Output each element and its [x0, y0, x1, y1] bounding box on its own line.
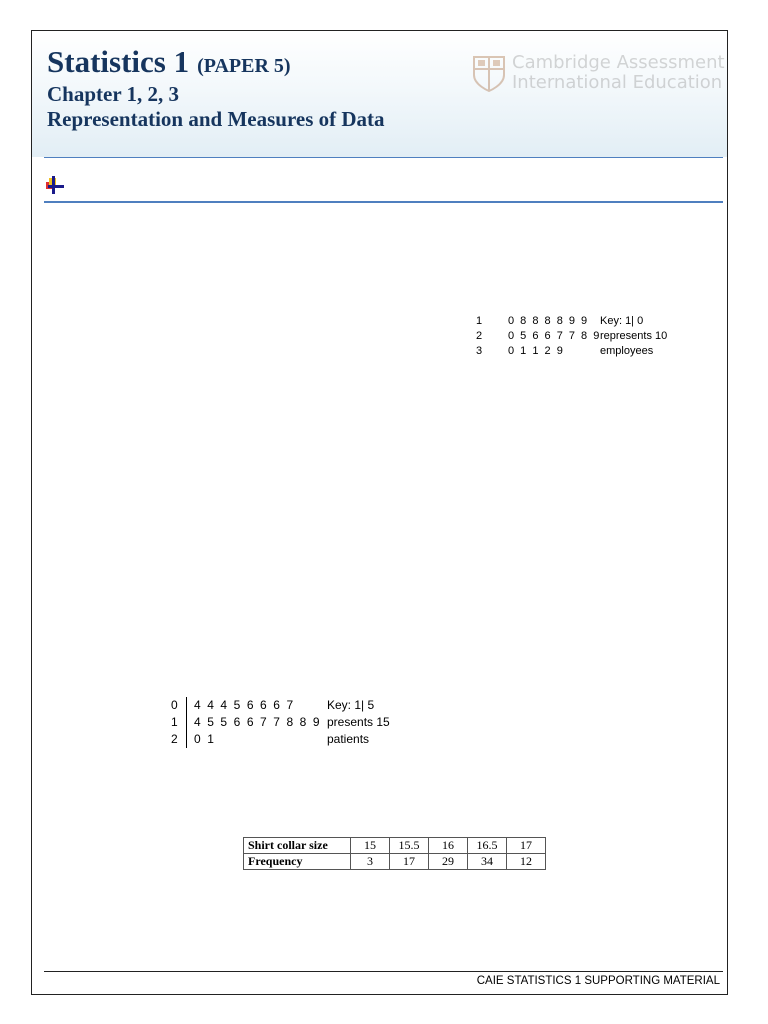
page-title: [47, 44, 291, 80]
collar-size-cell: 16: [429, 838, 468, 854]
key-text: patients: [327, 732, 370, 746]
cambridge-logo: [472, 52, 725, 97]
footer-divider: [44, 971, 723, 972]
leaf-values: 4 4 4 5 6 6 6 7: [194, 698, 295, 712]
leaf-values: 4 5 5 6 6 7 7 8 8 9: [194, 715, 322, 729]
key-text: Key: 1| 5: [327, 698, 375, 712]
frequency-cell: 29: [429, 854, 468, 870]
collar-size-cell: 15.5: [390, 838, 429, 854]
square-bullet-icon: [46, 176, 66, 194]
leaf-values: 0 8 8 8 8 9 9: [508, 315, 589, 327]
header-divider: [44, 157, 723, 158]
logo-line-2: International Education: [512, 72, 723, 93]
stem-leaf-row: [476, 344, 700, 359]
stem-value: 0: [171, 697, 187, 714]
stem-leaf-diagram-patients: [171, 697, 417, 748]
stem-value: 2: [476, 330, 483, 342]
stem-leaf-row: [171, 697, 417, 714]
table-row: [244, 854, 546, 870]
table-row: [244, 838, 546, 854]
leaf-values: 0 5 6 6 7 7 8 9: [508, 330, 601, 342]
chapter-heading: Chapter 1, 2, 3: [47, 82, 180, 106]
key-text: presents 15: [327, 715, 390, 729]
key-text: Key: 1| 0: [600, 315, 644, 327]
collar-size-cell: 16.5: [468, 838, 507, 854]
stem-leaf-row: [171, 714, 417, 731]
table-header-cell: Frequency: [244, 854, 351, 870]
stem-leaf-row: [476, 314, 700, 329]
stem-value: 3: [476, 345, 483, 357]
frequency-cell: 3: [351, 854, 390, 870]
footer-text: CAIE STATISTICS 1 SUPPORTING MATERIAL: [476, 975, 720, 987]
stem-value: 1: [476, 315, 483, 327]
section-divider: [44, 201, 723, 203]
table-header-cell: Shirt collar size: [244, 838, 351, 854]
collar-size-cell: 17: [507, 838, 546, 854]
title-paper: (PAPER 5): [197, 55, 291, 77]
stem-leaf-row: [476, 329, 700, 344]
topic-heading: Representation and Measures of Data: [47, 107, 385, 131]
stem-leaf-row: [171, 731, 417, 748]
stem-leaf-diagram-employees: [476, 314, 700, 359]
title-main: Statistics 1: [47, 44, 190, 79]
frequency-cell: 12: [507, 854, 546, 870]
leaf-values: 0 1: [194, 732, 216, 746]
collar-size-table: [243, 837, 546, 870]
key-text: employees: [600, 345, 654, 357]
stem-value: 1: [171, 714, 187, 731]
collar-size-cell: 15: [351, 838, 390, 854]
leaf-values: 0 1 1 2 9: [508, 345, 565, 357]
key-text: represents 10: [600, 330, 668, 342]
frequency-cell: 34: [468, 854, 507, 870]
frequency-cell: 17: [390, 854, 429, 870]
stem-value: 2: [171, 731, 187, 748]
logo-line-1: Cambridge Assessment: [512, 52, 725, 73]
cambridge-shield-logo-icon: [472, 55, 506, 93]
